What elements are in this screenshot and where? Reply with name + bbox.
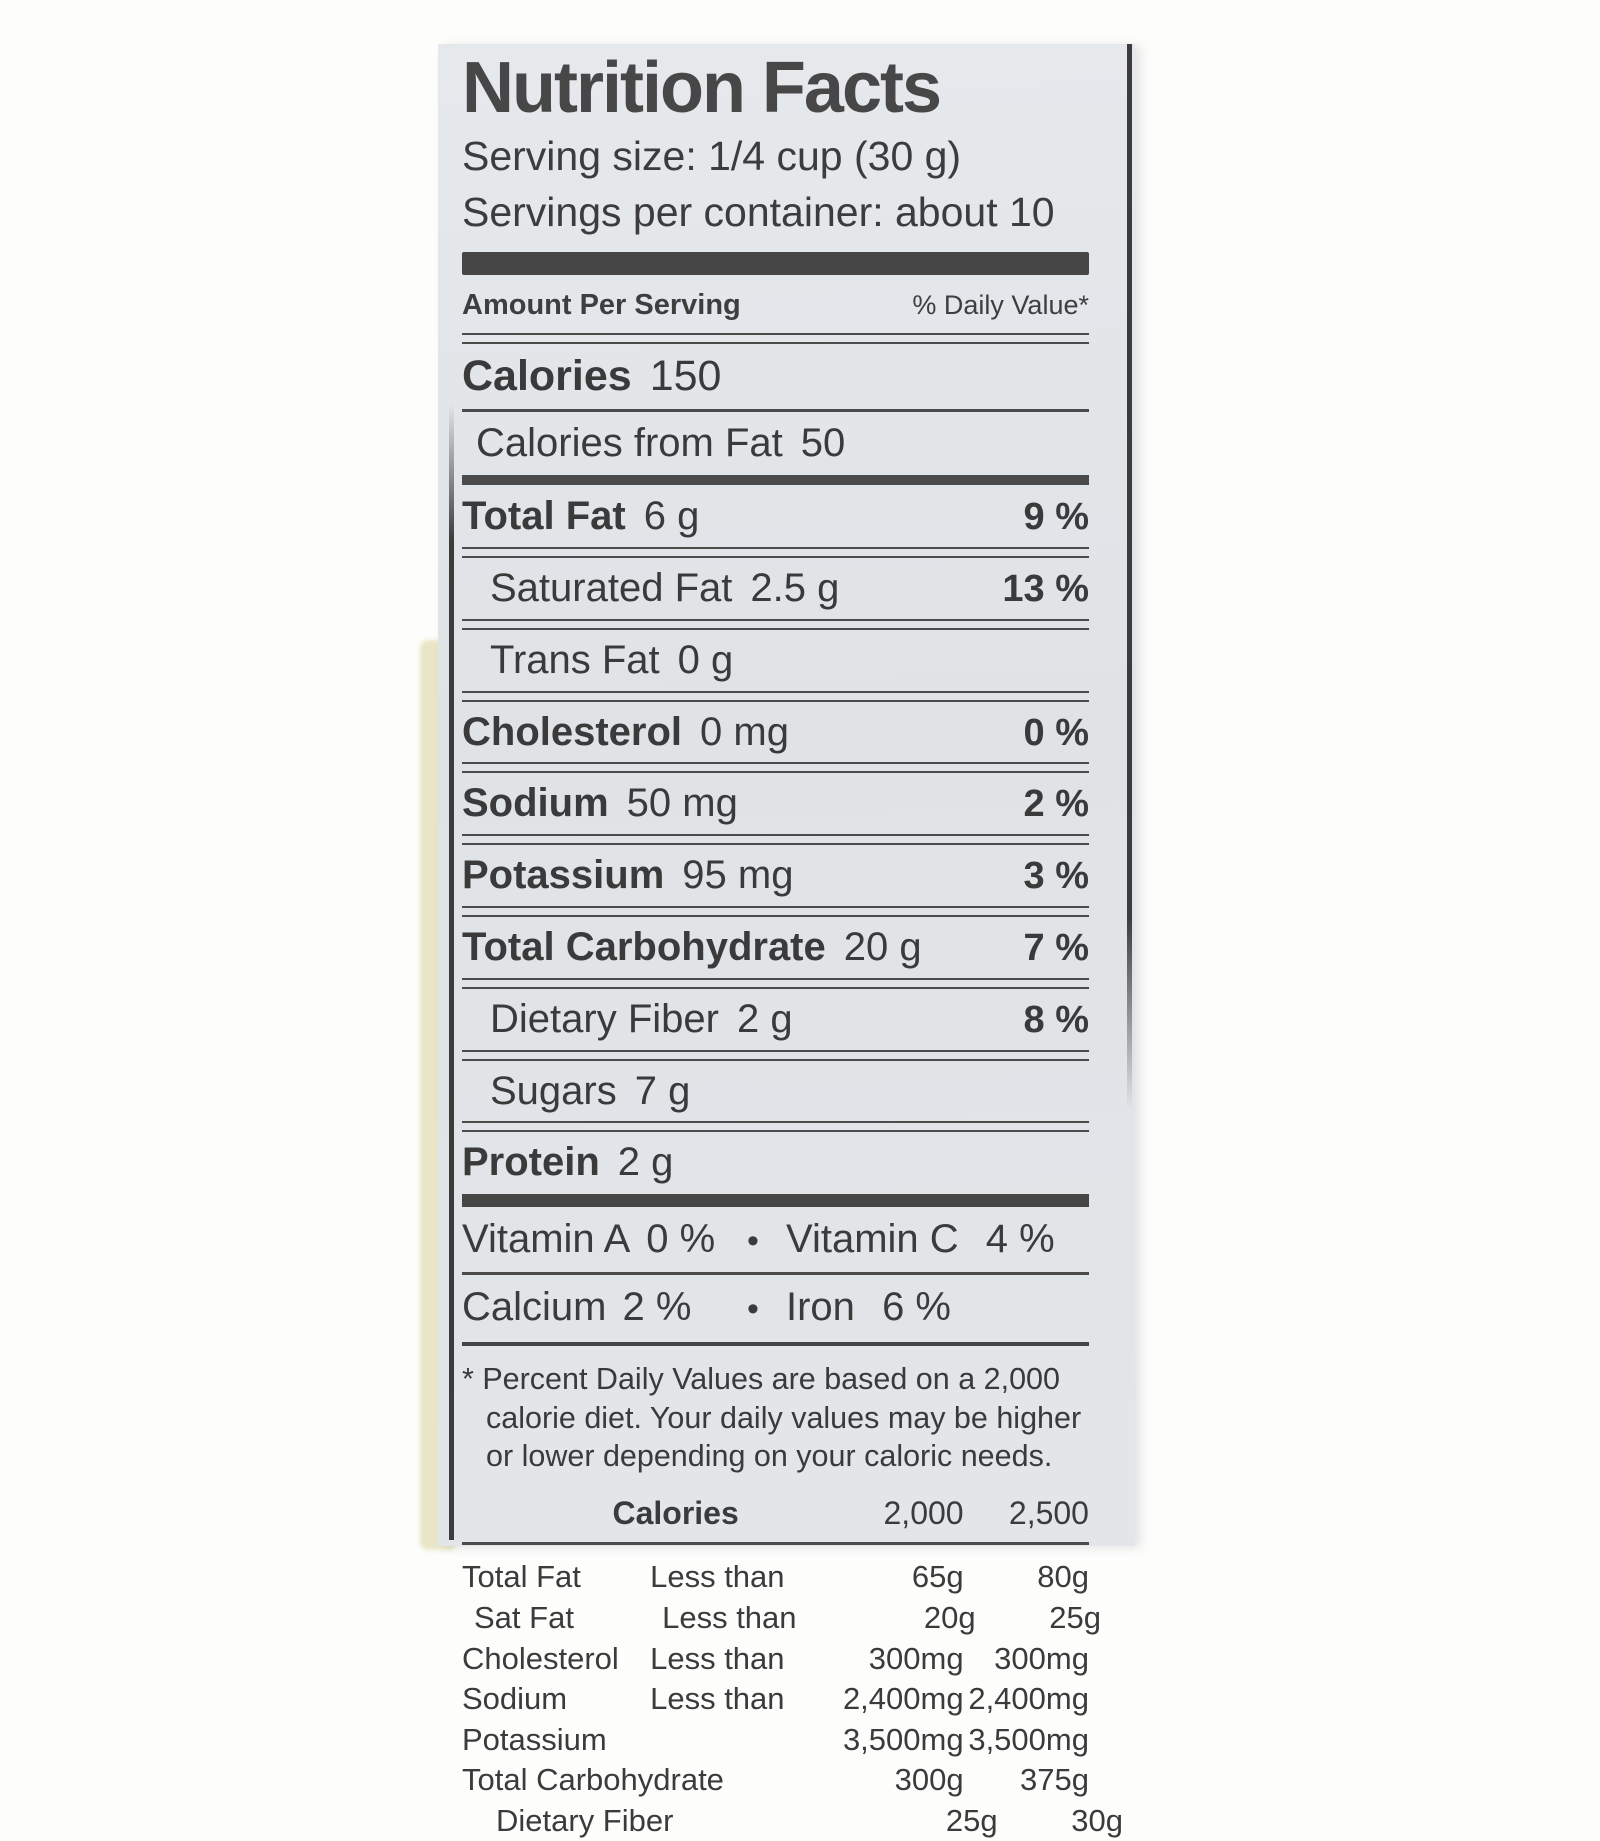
ref-2500: 80g — [1037, 1559, 1089, 1595]
nutrient-row-potassium — [462, 846, 1089, 905]
nutrient-value: 50 mg — [626, 781, 738, 826]
ref-name: Dietary Fiber — [496, 1803, 674, 1839]
ref-2000: 65g — [911, 1559, 964, 1595]
servings-per-container-text: Servings per container: about 10 — [462, 189, 1055, 236]
rule — [462, 906, 1089, 917]
nutrient-row-cholesterol — [462, 703, 1089, 762]
ref-2000: 3,500mg — [842, 1721, 964, 1757]
calories-from-fat-value: 50 — [800, 421, 846, 466]
rule — [462, 691, 1089, 702]
double-rule — [462, 333, 1089, 344]
vitamin-value: 2 % — [622, 1285, 692, 1330]
nutrient-name: Protein — [462, 1140, 600, 1185]
nutrient-daily-value: 2 % — [1023, 783, 1089, 826]
thick-rule — [462, 1194, 1089, 1207]
vitamin-name: Iron — [786, 1285, 855, 1330]
vitamin-value: 4 % — [985, 1217, 1055, 1262]
reference-values-table — [462, 1491, 1123, 1841]
ref-qualifier: Less than — [650, 1640, 785, 1676]
nutrient-value: 7 g — [634, 1068, 691, 1113]
ref-name: Sat Fat — [474, 1599, 574, 1635]
calories-column-header: Calories — [612, 1495, 739, 1532]
ref-2500: 30g — [1071, 1803, 1123, 1839]
nutrient-row-saturated-fat — [462, 559, 1089, 618]
col-2000-header: 2,000 — [883, 1495, 964, 1532]
nutrient-value: 95 mg — [682, 853, 794, 898]
rule — [462, 834, 1089, 845]
rule — [462, 1050, 1089, 1061]
ref-qualifier: Less than — [662, 1599, 797, 1635]
ref-2500: 2,400mg — [968, 1681, 1089, 1717]
rule — [462, 547, 1089, 558]
nutrient-value: 0 mg — [700, 709, 789, 754]
rule — [462, 619, 1089, 630]
nutrient-value: 0 g — [677, 637, 734, 682]
nutrient-value: 20 g — [843, 925, 922, 970]
nutrient-value: 2 g — [736, 996, 793, 1041]
nutrient-row-sodium — [462, 774, 1089, 833]
label-title: Nutrition Facts — [462, 48, 941, 128]
nutrient-daily-value: 9 % — [1023, 496, 1089, 539]
daily-value-header: % Daily Value* — [912, 290, 1089, 321]
rule — [462, 409, 1089, 412]
ref-name: Total Fat — [462, 1559, 581, 1595]
column-header-row — [462, 275, 1089, 332]
nutrient-daily-value: 13 % — [1002, 568, 1089, 611]
ref-name: Potassium — [462, 1721, 607, 1757]
ref-2500: 3,500mg — [968, 1721, 1089, 1757]
vitamin-name: Vitamin C — [786, 1217, 959, 1262]
ref-2000: 2,400mg — [842, 1681, 964, 1717]
nutrient-row-protein — [462, 1133, 1089, 1192]
nutrient-daily-value: 3 % — [1023, 855, 1089, 898]
nutrient-daily-value: 7 % — [1023, 927, 1089, 970]
reference-table-header — [462, 1491, 1089, 1540]
nutrient-name: Sodium — [462, 781, 609, 826]
ref-name: Sodium — [462, 1681, 568, 1717]
nutrient-name: Potassium — [462, 853, 665, 898]
nutrient-value: 2.5 g — [750, 566, 840, 611]
rule — [462, 1342, 1089, 1346]
ref-2500: 25g — [1049, 1599, 1101, 1635]
amount-per-serving-header: Amount Per Serving — [462, 289, 741, 322]
thick-rule — [462, 252, 1089, 275]
vitamin-value: 6 % — [882, 1285, 951, 1330]
nutrient-row-dietary-fiber — [462, 990, 1089, 1049]
vitamin-name: Calcium — [462, 1285, 607, 1330]
reference-row-potassium — [462, 1719, 1089, 1760]
ref-name: Cholesterol — [462, 1640, 619, 1676]
calories-label: Calories — [462, 352, 632, 401]
nutrient-row-total-fat — [462, 487, 1089, 546]
thick-rule — [462, 475, 1089, 485]
nutrient-name: Cholesterol — [462, 709, 683, 754]
nutrient-name: Saturated Fat — [490, 566, 733, 611]
nutrient-daily-value: 8 % — [1023, 998, 1089, 1041]
ref-2500: 375g — [1020, 1762, 1089, 1798]
nutrient-value: 2 g — [617, 1140, 674, 1185]
rule — [462, 1121, 1089, 1132]
nutrient-name: Sugars — [490, 1068, 617, 1113]
nutrient-row-sugars — [462, 1062, 1089, 1121]
ref-2000: 300mg — [868, 1640, 964, 1676]
label-left-border — [449, 404, 454, 1540]
nutrient-name: Trans Fat — [490, 637, 660, 682]
vitamin-row-2 — [462, 1277, 1089, 1338]
label-right-border — [1127, 44, 1132, 1109]
nutrient-name: Dietary Fiber — [490, 996, 719, 1041]
nutrient-row-trans-fat — [462, 631, 1089, 690]
ref-2000: 300g — [894, 1762, 964, 1798]
reference-row-sat-fat — [462, 1597, 1101, 1638]
ref-2000: 25g — [945, 1803, 998, 1839]
calories-from-fat-label: Calories from Fat — [476, 421, 783, 466]
daily-values-footnote: * Percent Daily Values are based on a 2,000 calorie diet. Your daily values may be higher or lower depending on your caloric needs. — [462, 1362, 1082, 1474]
rule — [462, 978, 1089, 989]
reference-row-sodium — [462, 1679, 1089, 1720]
ref-qualifier: Less than — [650, 1559, 785, 1595]
vitamin-row-1 — [462, 1209, 1089, 1270]
reference-row-total-carbohydrate — [462, 1760, 1089, 1801]
nutrient-value: 6 g — [643, 494, 700, 539]
reference-row-dietary-fiber — [462, 1801, 1123, 1841]
nutrient-name: Total Fat — [462, 494, 626, 539]
ref-2500: 300mg — [994, 1640, 1089, 1676]
vitamin-value: 0 % — [646, 1217, 716, 1262]
reference-row-cholesterol — [462, 1638, 1089, 1679]
ref-name: Total Carbohydrate — [462, 1762, 724, 1798]
rule — [462, 762, 1089, 773]
nutrient-daily-value: 0 % — [1023, 711, 1089, 754]
nutrient-name: Total Carbohydrate — [462, 925, 826, 970]
bullet-separator: • — [747, 1290, 759, 1329]
nutrition-facts-label — [438, 44, 1135, 1839]
calories-value: 150 — [649, 352, 722, 401]
vitamin-name: Vitamin A — [462, 1217, 631, 1262]
serving-size-text: Serving size: 1/4 cup (30 g) — [462, 133, 962, 179]
rule — [462, 1542, 1089, 1545]
ref-qualifier: Less than — [650, 1681, 785, 1717]
ref-2000: 20g — [923, 1599, 976, 1635]
calories-from-fat-row — [462, 414, 1089, 473]
nutrient-row-total-carbohydrate — [462, 918, 1089, 977]
col-2500-header: 2,500 — [1008, 1495, 1089, 1532]
reference-row-total-fat — [462, 1547, 1089, 1597]
rule — [462, 1272, 1089, 1275]
calories-row — [462, 345, 1089, 407]
bullet-separator: • — [747, 1222, 759, 1261]
